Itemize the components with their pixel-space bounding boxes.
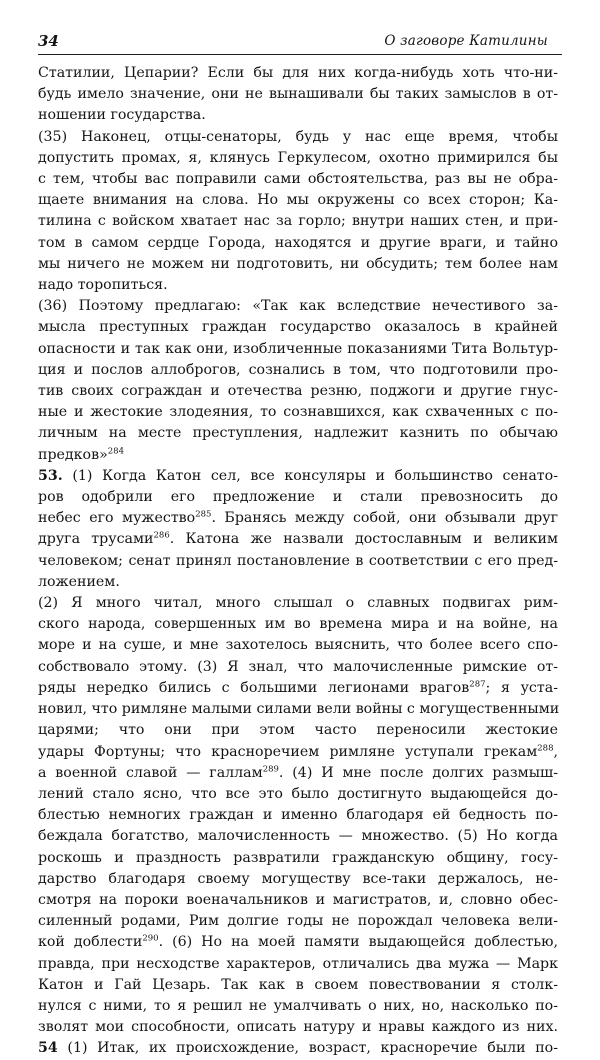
text-line xyxy=(38,105,558,126)
line-text-continued: . (4) И мне после долгих размыш- xyxy=(278,764,558,781)
text-line xyxy=(38,529,558,550)
text-line xyxy=(38,996,558,1017)
line-text: (1) Когда Катон сел, все консуляры и большинство сенато- xyxy=(62,467,558,484)
line-text-continued: , xyxy=(553,743,558,760)
text-line xyxy=(38,233,558,254)
section-number: 54 xyxy=(38,1040,58,1057)
text-line xyxy=(38,360,558,381)
line-text: зволят мои способности, описать натуру и нравы каждого из них. xyxy=(38,1019,558,1036)
text-line xyxy=(38,678,558,699)
line-text: удары Фортуны; что красноречием римляне уступали грекам xyxy=(38,743,538,760)
text-line xyxy=(38,848,558,869)
line-text: море и на суше, и мне захотелось выяснить, что более всего спо- xyxy=(38,637,558,654)
text-line xyxy=(38,911,558,932)
line-text: кой доблести xyxy=(38,934,143,951)
line-text: роскошь и праздность развратили гражданскую общину, госу- xyxy=(38,849,558,866)
line-text-continued: . Катона же назвали достославным и великим xyxy=(169,531,559,548)
text-line xyxy=(38,890,558,911)
line-text: Катон и Гай Цезарь. Так как в своем повествовании я столк- xyxy=(38,976,558,993)
footnote-marker: 286 xyxy=(153,530,170,541)
text-line xyxy=(38,1017,558,1038)
text-line xyxy=(38,784,558,805)
footnote-marker: 285 xyxy=(195,509,212,520)
line-text: небес его мужество xyxy=(38,510,196,527)
text-line xyxy=(38,1038,558,1059)
text-line xyxy=(38,869,558,890)
body-text xyxy=(38,63,558,1060)
text-line xyxy=(38,720,558,741)
line-text: ряды нередко бились с большими легионами врагов xyxy=(38,679,470,696)
text-line xyxy=(38,211,558,232)
line-text: надо торопиться. xyxy=(38,277,168,294)
line-text: нулся с ними, то я решил не умалчивать о них, но, насколько по- xyxy=(38,997,558,1014)
line-text: мысла преступных граждан государство оказалось в крайней xyxy=(38,319,558,336)
line-text: дарство благодаря своему могуществу все-таки держалось, не- xyxy=(38,870,558,887)
text-line xyxy=(38,423,558,444)
footnote-marker: 287 xyxy=(469,679,486,690)
text-line xyxy=(38,699,558,720)
text-line xyxy=(38,954,558,975)
text-line xyxy=(38,593,558,614)
text-line xyxy=(38,826,558,847)
line-text: ров одобрили его предложение и стали превозносить до xyxy=(38,489,558,506)
line-text-continued: . (6) Но на моей памяти выдающейся доблестью, xyxy=(158,934,558,951)
line-text: ношении государства. xyxy=(38,107,206,124)
text-line xyxy=(38,84,558,105)
text-line xyxy=(38,381,558,402)
line-text: личным на месте преступления, надлежит казнить по обычаю xyxy=(38,425,558,442)
line-text: опасности и так как они, изобличенные показаниями Тита Вольтур- xyxy=(38,340,558,357)
text-line xyxy=(38,127,558,148)
text-line xyxy=(38,445,558,466)
text-line xyxy=(38,572,558,593)
line-text: Статилии, Цепарии? Если бы для них когда-нибудь хоть что-ни- xyxy=(38,65,558,81)
line-text: ция и послов аллоброгов, сознались в том, что подготовили про- xyxy=(38,361,558,378)
text-line xyxy=(38,402,558,423)
line-text: тив своих сограждан и отечества резню, поджоги и другие гнус- xyxy=(38,383,558,400)
footnote-marker: 284 xyxy=(107,445,124,456)
line-text: смотря на пороки военачальников и магистратов, и, словно обес- xyxy=(38,891,558,908)
line-text: том в самом сердце Города, находятся и другие враги, и тайно xyxy=(38,234,558,251)
text-line xyxy=(38,508,558,529)
section-number: 53. xyxy=(38,467,63,484)
text-line xyxy=(38,487,558,508)
text-line xyxy=(38,805,558,826)
line-text: а военной славой — галлам xyxy=(38,764,263,781)
line-text: мы ничего не можем ни подготовить, ни обсудить; тем более нам xyxy=(38,255,558,272)
text-line xyxy=(38,254,558,275)
text-line xyxy=(38,614,558,635)
text-line xyxy=(38,635,558,656)
line-text: ные и жестокие злодеяния, то сознавшихся, как схваченных с по- xyxy=(38,404,558,421)
line-text: (1) Итак, их происхождение, возраст, красноречие были по- xyxy=(57,1040,558,1057)
line-text-continued: . Бранясь между собой, они обзывали друг xyxy=(211,510,558,527)
text-line xyxy=(38,339,558,360)
text-line xyxy=(38,742,558,763)
running-title: О заговоре Катилины xyxy=(384,33,548,49)
line-text: допустить промах, я, клянусь Геркулесом, охотно примирился бы xyxy=(38,149,558,166)
text-line xyxy=(38,763,558,784)
text-line xyxy=(38,296,558,317)
line-text: человеком; сенат принял постановление в соответствии с его пред- xyxy=(38,552,558,569)
text-line xyxy=(38,932,558,953)
text-line xyxy=(38,466,558,487)
line-text: (36) Поэтому предлагаю: «Так как вследствие нечестивого за- xyxy=(38,298,558,315)
line-text: с тем, чтобы вас поправили сами обстоятельства, раз вы не обра- xyxy=(38,171,558,188)
line-text: беждала богатство, малочисленность — множество. (5) Но когда xyxy=(38,828,558,845)
text-line xyxy=(38,975,558,996)
line-text: лений стало ясно, что все это было достигнуто выдающейся до- xyxy=(38,785,558,802)
line-text: друга трусами xyxy=(38,531,154,548)
footnote-marker: 290 xyxy=(142,933,159,944)
line-text: (2) Я много читал, много слышал о славных подвигах рим- xyxy=(38,595,558,612)
line-text: тилина с войском хватает нас за горло; внутри наших стен, и при- xyxy=(38,213,558,230)
footnote-marker: 288 xyxy=(537,742,554,753)
line-text: собствовало этому. (3) Я знал, что малочисленные римские от- xyxy=(38,658,558,675)
text-line xyxy=(38,317,558,338)
line-text: царями; что они при этом часто переносили жестокие xyxy=(38,722,558,739)
text-line xyxy=(38,169,558,190)
footnote-marker: 289 xyxy=(262,763,279,774)
line-text: ского народа, совершенных им во времена мира и на войне, на xyxy=(38,616,558,633)
line-text: (35) Наконец, отцы-сенаторы, будь у нас еще время, чтобы xyxy=(38,128,558,145)
text-line xyxy=(38,148,558,169)
page-number: 34 xyxy=(38,32,59,50)
line-text: новил, что римляне малыми силами вели войны с могущественными xyxy=(38,701,560,718)
running-header xyxy=(38,30,562,55)
text-line xyxy=(38,275,558,296)
line-text-continued: ; я уста- xyxy=(485,679,558,696)
text-line xyxy=(38,190,558,211)
text-line xyxy=(38,551,558,572)
line-text: силенный родами, Рим долгие годы не порождал человека вели- xyxy=(38,913,558,930)
line-text: ложением. xyxy=(38,573,120,590)
line-text: блестью немногих граждан и именно благодаря ей бедность по- xyxy=(38,807,558,824)
line-text: щаете внимания на слова. Но мы окружены со всех сторон; Ка- xyxy=(38,192,558,209)
line-text: предков» xyxy=(38,446,108,463)
text-line xyxy=(38,63,558,84)
text-line xyxy=(38,657,558,678)
line-text: правда, при несходстве характеров, отличались два мужа — Марк xyxy=(38,955,558,972)
line-text: будь имело значение, они не вынашивали бы таких замыслов в от- xyxy=(38,86,558,103)
